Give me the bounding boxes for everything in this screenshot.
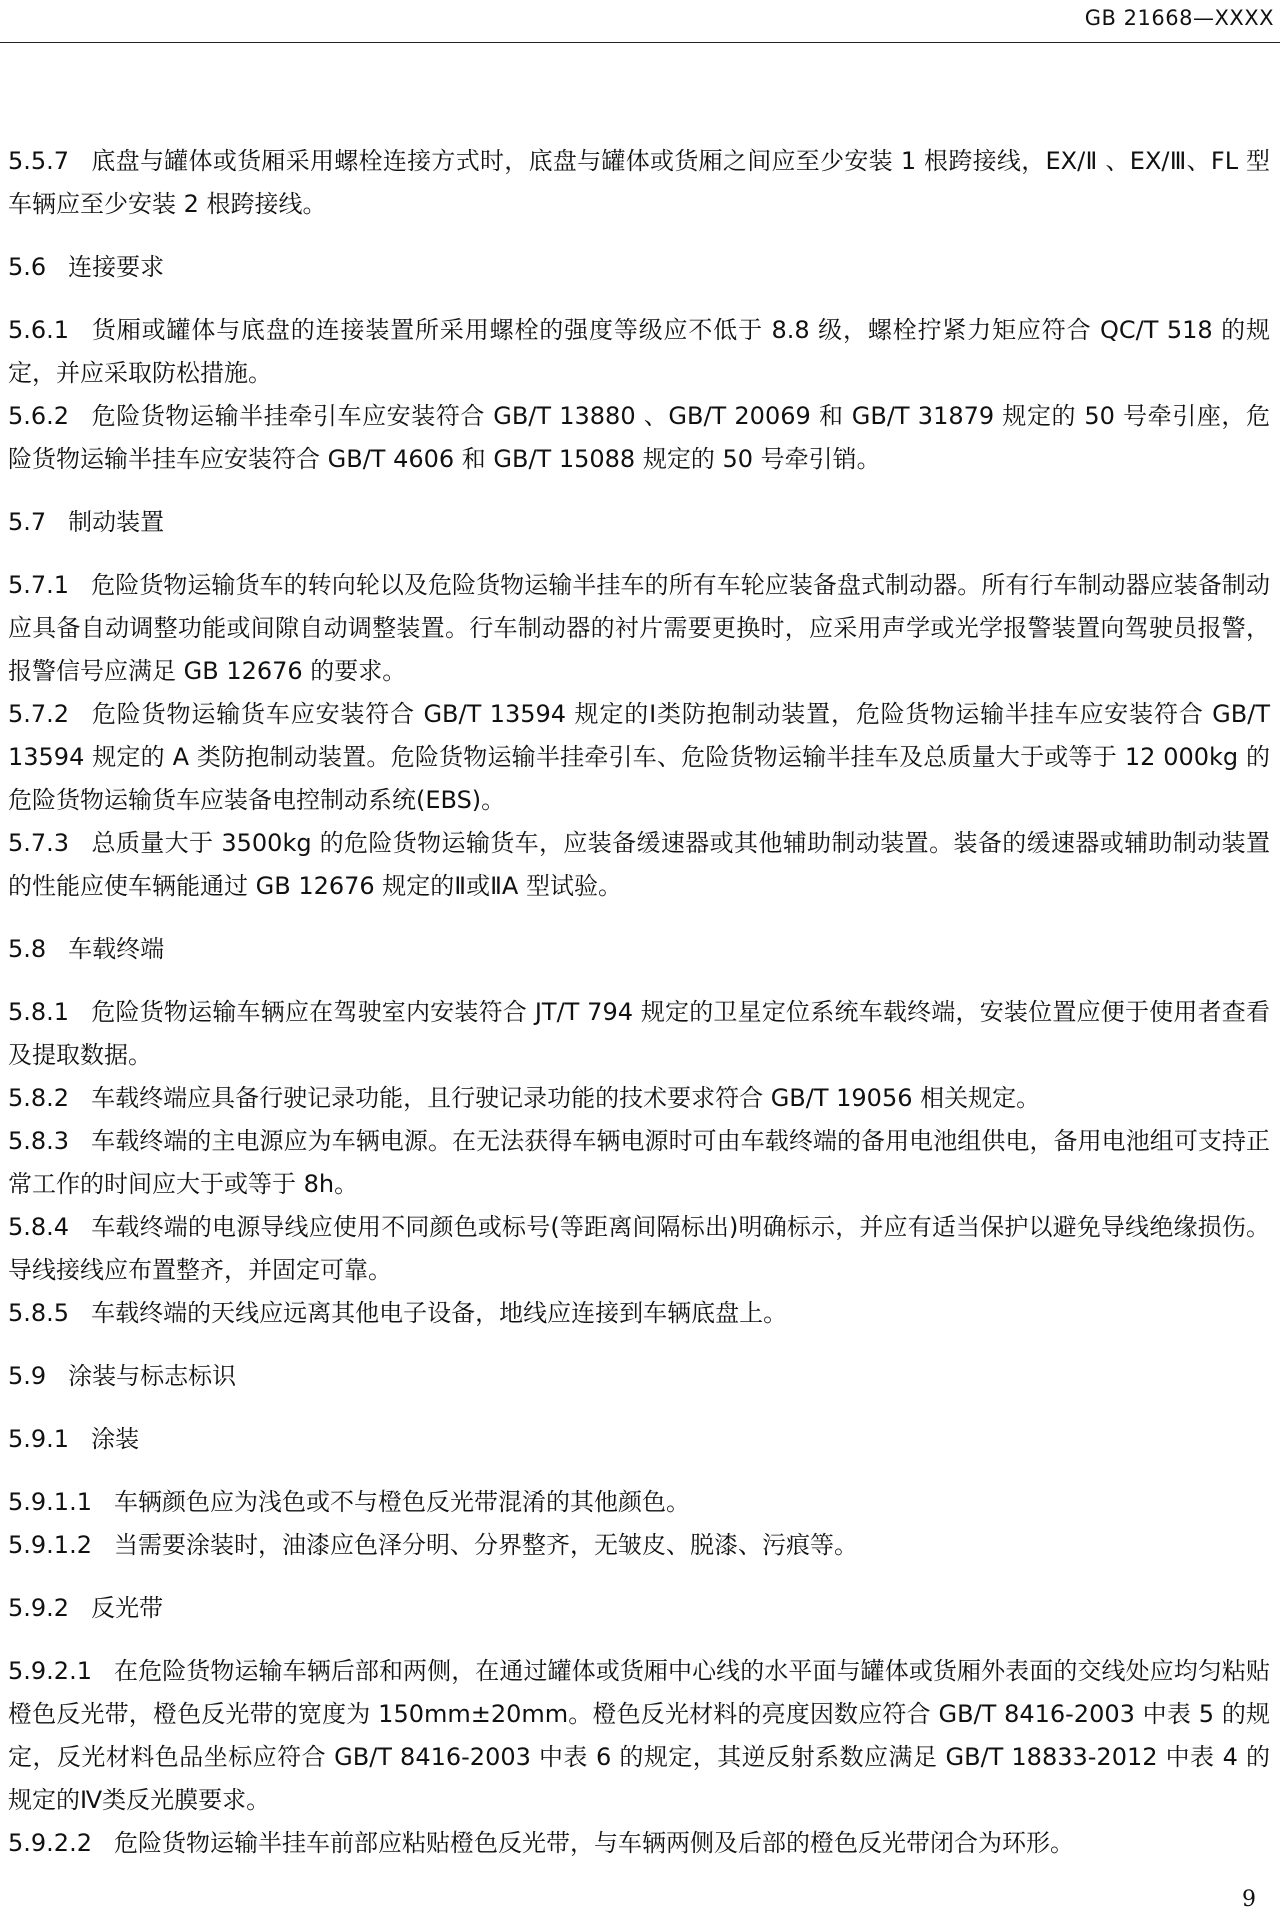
clause-number: 5.6.2 bbox=[8, 402, 70, 430]
clause-number: 5.9.1.2 bbox=[8, 1531, 92, 1559]
clause-paragraph bbox=[8, 822, 1270, 908]
section-heading bbox=[8, 928, 1270, 971]
clause-number: 5.9.2.2 bbox=[8, 1829, 92, 1857]
clause-paragraph bbox=[8, 1206, 1270, 1292]
clause-number: 5.8.3 bbox=[8, 1127, 70, 1155]
clause-number: 5.8.1 bbox=[8, 998, 70, 1026]
section-number: 5.7 bbox=[8, 508, 47, 536]
clause-text: 当需要涂装时，油漆应色泽分明、分界整齐，无皱皮、脱漆、污痕等。 bbox=[113, 1531, 858, 1559]
clause-number: 5.8.2 bbox=[8, 1084, 70, 1112]
section-title: 车载终端 bbox=[68, 935, 165, 963]
clause-text: 货厢或罐体与底盘的连接装置所采用螺栓的强度等级应不低于 8.8 级，螺栓拧紧力矩应符合 QC/T 518 的规定，并应采取防松措施。 bbox=[8, 316, 1270, 387]
header-divider bbox=[0, 42, 1280, 43]
section-heading bbox=[8, 1355, 1270, 1398]
clause-paragraph bbox=[8, 309, 1270, 395]
clause-text: 在危险货物运输车辆后部和两侧，在通过罐体或货厢中心线的水平面与罐体或货厢外表面的交线处应均匀粘贴橙色反光带，橙色反光带的宽度为 150mm±20mm。橙色反光材料的亮度因数应符合 GB/T 8416-2003 中表 5 的规定，反光材料色品坐标应符合 GB/T 8416-2003 中表 6 的规定，其逆反射系数应满足 GB/T 18833-2012 中表 4 的规定的Ⅳ类反光膜要求。 bbox=[8, 1657, 1270, 1814]
clause-paragraph bbox=[8, 1077, 1270, 1120]
clause-text: 车辆颜色应为浅色或不与橙色反光带混淆的其他颜色。 bbox=[113, 1488, 690, 1516]
page-number: 9 bbox=[1242, 1887, 1256, 1912]
clause-text: 车载终端的电源导线应使用不同颜色或标号(等距离间隔标出)明确标示，并应有适当保护以避免导线绝缘损伤。导线接线应布置整齐，并固定可靠。 bbox=[8, 1213, 1270, 1284]
document-body bbox=[8, 140, 1270, 1865]
section-title: 涂装 bbox=[91, 1425, 140, 1453]
clause-text: 危险货物运输货车的转向轮以及危险货物运输半挂车的所有车轮应装备盘式制动器。所有行车制动器应装备制动应具备自动调整功能或间隙自动调整装置。行车制动器的衬片需要更换时，应采用声学或光学报警装置向驾驶员报警，报警信号应满足 GB 12676 的要求。 bbox=[8, 571, 1270, 685]
clause-paragraph bbox=[8, 991, 1270, 1077]
clause-number: 5.8.4 bbox=[8, 1213, 70, 1241]
section-title: 反光带 bbox=[91, 1594, 164, 1622]
clause-text: 危险货物运输半挂牵引车应安装符合 GB/T 13880 、GB/T 20069 和 GB/T 31879 规定的 50 号牵引座，危险货物运输半挂车应安装符合 GB/T 4606 和 GB/T 15088 规定的 50 号牵引销。 bbox=[8, 402, 1270, 473]
section-heading bbox=[8, 1418, 1270, 1461]
clause-paragraph bbox=[8, 1822, 1270, 1865]
section-title: 涂装与标志标识 bbox=[68, 1362, 237, 1390]
clause-text: 危险货物运输半挂车前部应粘贴橙色反光带，与车辆两侧及后部的橙色反光带闭合为环形。 bbox=[113, 1829, 1074, 1857]
clause-paragraph bbox=[8, 1481, 1270, 1524]
section-number: 5.8 bbox=[8, 935, 47, 963]
clause-paragraph bbox=[8, 1120, 1270, 1206]
document-code: GB 21668—XXXX bbox=[1084, 6, 1274, 30]
clause-paragraph bbox=[8, 140, 1270, 226]
clause-paragraph bbox=[8, 1292, 1270, 1335]
clause-text: 总质量大于 3500kg 的危险货物运输货车，应装备缓速器或其他辅助制动装置。装备的缓速器或辅助制动装置的性能应使车辆能通过 GB 12676 规定的Ⅱ或ⅡA 型试验。 bbox=[8, 829, 1270, 900]
clause-number: 5.7.3 bbox=[8, 829, 70, 857]
clause-number: 5.9.2.1 bbox=[8, 1657, 92, 1685]
section-heading bbox=[8, 246, 1270, 289]
clause-number: 5.7.2 bbox=[8, 700, 70, 728]
clause-paragraph bbox=[8, 564, 1270, 693]
clause-text: 危险货物运输货车应安装符合 GB/T 13594 规定的Ⅰ类防抱制动装置，危险货物运输半挂车应安装符合 GB/T 13594 规定的 A 类防抱制动装置。危险货物运输半挂牵引车、危险货物运输半挂车及总质量大于或等于 12 000kg 的危险货物运输货车应装备电控制动系统(EBS)。 bbox=[8, 700, 1270, 814]
section-number: 5.9.1 bbox=[8, 1425, 70, 1453]
clause-paragraph bbox=[8, 395, 1270, 481]
clause-number: 5.6.1 bbox=[8, 316, 70, 344]
clause-text: 危险货物运输车辆应在驾驶室内安装符合 JT/T 794 规定的卫星定位系统车载终端，安装位置应便于使用者查看及提取数据。 bbox=[8, 998, 1270, 1069]
section-title: 制动装置 bbox=[68, 508, 165, 536]
section-number: 5.9.2 bbox=[8, 1594, 70, 1622]
section-title: 连接要求 bbox=[68, 253, 165, 281]
clause-number: 5.7.1 bbox=[8, 571, 70, 599]
section-heading bbox=[8, 1587, 1270, 1630]
clause-text: 车载终端的天线应远离其他电子设备，地线应连接到车辆底盘上。 bbox=[91, 1299, 788, 1327]
section-heading bbox=[8, 501, 1270, 544]
section-number: 5.9 bbox=[8, 1362, 47, 1390]
clause-text: 车载终端的主电源应为车辆电源。在无法获得车辆电源时可由车载终端的备用电池组供电，备用电池组可支持正常工作的时间应大于或等于 8h。 bbox=[8, 1127, 1270, 1198]
clause-text: 底盘与罐体或货厢采用螺栓连接方式时，底盘与罐体或货厢之间应至少安装 1 根跨接线，EX/Ⅱ 、EX/Ⅲ、FL 型车辆应至少安装 2 根跨接线。 bbox=[8, 147, 1270, 218]
section-number: 5.6 bbox=[8, 253, 47, 281]
clause-paragraph bbox=[8, 1650, 1270, 1822]
clause-number: 5.5.7 bbox=[8, 147, 70, 175]
clause-number: 5.8.5 bbox=[8, 1299, 70, 1327]
clause-paragraph bbox=[8, 1524, 1270, 1567]
clause-paragraph bbox=[8, 693, 1270, 822]
clause-number: 5.9.1.1 bbox=[8, 1488, 92, 1516]
clause-text: 车载终端应具备行驶记录功能，且行驶记录功能的技术要求符合 GB/T 19056 相关规定。 bbox=[91, 1084, 1041, 1112]
